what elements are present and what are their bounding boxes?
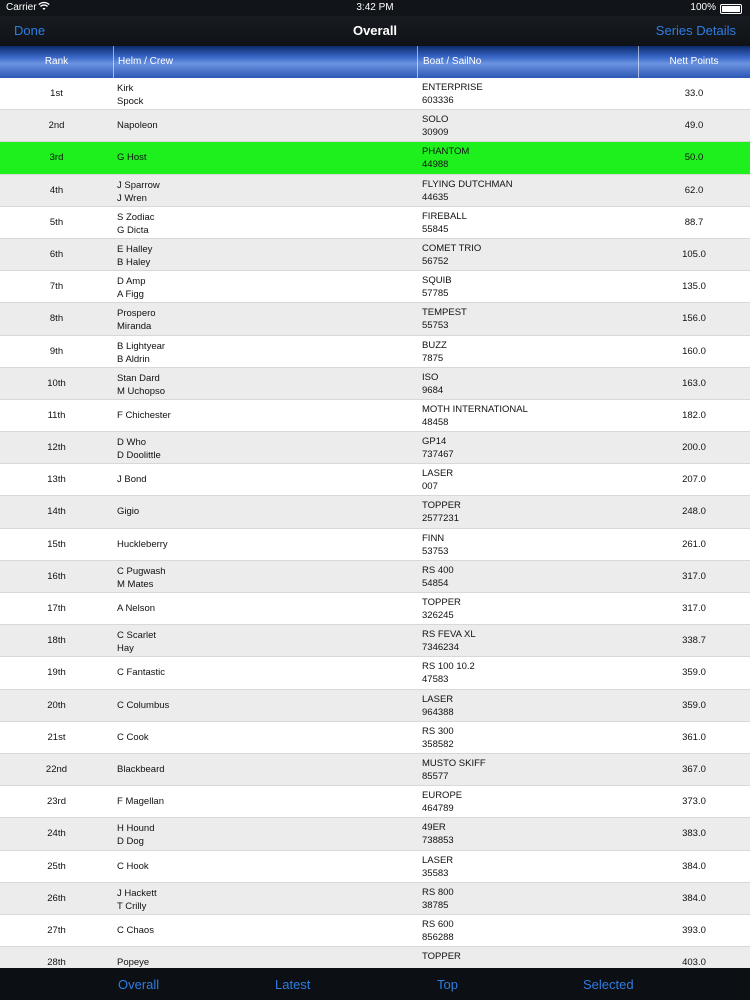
nett-points-cell: 160.0 xyxy=(682,345,706,357)
rank-cell: 15th xyxy=(47,538,66,550)
sail-number: 47583 xyxy=(422,674,449,686)
boat-class: BUZZ xyxy=(422,339,447,351)
helm-crew-cell xyxy=(117,851,149,883)
helm-name: C Scarlet xyxy=(117,630,157,642)
rank-cell: 12th xyxy=(47,442,66,454)
sail-number: 30909 xyxy=(422,127,449,139)
boat-sailno-cell xyxy=(422,210,467,236)
boat-class: SQUIB xyxy=(422,275,452,287)
helm-crew-cell xyxy=(117,690,169,722)
nett-points-cell: 361.0 xyxy=(682,731,706,743)
boat-class: SOLO xyxy=(422,114,449,126)
rank-cell: 23rd xyxy=(46,796,66,808)
helm-name: E Halley xyxy=(117,243,153,255)
rank-column-header[interactable]: Rank xyxy=(44,56,69,67)
helm-crew-cell xyxy=(117,307,156,333)
helm-name: C Hook xyxy=(117,860,149,872)
table-row[interactable] xyxy=(0,722,750,754)
rank-cell: 6th xyxy=(49,248,64,260)
helm-crew-cell xyxy=(117,464,147,496)
helm-name: F Magellan xyxy=(117,796,164,808)
nett-points-cell: 33.0 xyxy=(684,88,704,99)
rank-cell: 2nd xyxy=(48,120,65,132)
table-row[interactable] xyxy=(0,400,750,432)
nett-points-cell: 317.0 xyxy=(682,603,706,614)
boat-sailno-cell xyxy=(422,660,475,686)
boat-class: ENTERPRISE xyxy=(422,82,483,93)
nett-points-cell: 383.0 xyxy=(682,828,706,840)
table-row[interactable] xyxy=(0,915,750,947)
table-row[interactable] xyxy=(0,883,750,915)
sail-number: 737467 xyxy=(422,449,454,461)
boat-sailno-cell xyxy=(422,306,467,332)
boat-sailno-cell xyxy=(422,950,461,963)
boat-sailno-cell xyxy=(422,725,454,751)
rank-cell: 24th xyxy=(47,828,66,840)
nett-points-cell: 393.0 xyxy=(682,924,706,936)
page-title: Overall xyxy=(352,23,398,38)
nett-points-cell: 403.0 xyxy=(682,957,706,968)
boat-class: MUSTO SKIFF xyxy=(422,757,486,769)
helm-name: S Zodiac xyxy=(117,211,155,223)
sail-number: 856288 xyxy=(422,931,454,943)
nett-points-cell: 163.0 xyxy=(682,377,706,389)
boat-class: ISO xyxy=(422,371,439,383)
sail-number: 9684 xyxy=(422,384,444,396)
tab-latest[interactable]: Latest xyxy=(275,977,311,992)
boat-class: RS 400 xyxy=(422,564,454,576)
helm-crew-cell xyxy=(117,822,155,848)
table-row[interactable] xyxy=(0,432,750,464)
crew-name: G Dicta xyxy=(117,224,149,236)
clock: 3:42 PM xyxy=(356,2,394,13)
crew-name: B Aldrin xyxy=(117,353,150,365)
helm-crew-cell xyxy=(117,496,139,528)
helm-name: J Bond xyxy=(117,474,147,486)
boat-sailno-cell xyxy=(422,789,462,815)
table-row[interactable] xyxy=(0,110,750,142)
nett-points-cell: 248.0 xyxy=(682,506,706,518)
helm-crew-cell xyxy=(117,593,155,625)
crew-name: Spock xyxy=(117,96,144,107)
boat-sailno-cell xyxy=(422,499,461,525)
rank-cell: 26th xyxy=(47,892,66,904)
boat-class: RS 800 xyxy=(422,886,454,898)
table-row[interactable] xyxy=(0,690,750,722)
tab-selected[interactable]: Selected xyxy=(583,977,634,992)
nett-points-column-header[interactable]: Nett Points xyxy=(669,56,719,67)
battery-icon xyxy=(720,4,742,14)
boat-sailno-cell xyxy=(422,821,454,847)
sail-number: 964388 xyxy=(422,706,454,718)
boat-class: RS 100 10.2 xyxy=(422,661,475,673)
helm-crew-cell xyxy=(117,179,160,205)
table-row[interactable] xyxy=(0,496,750,528)
boat-sailno-cell xyxy=(422,145,469,171)
table-row[interactable] xyxy=(0,754,750,786)
nett-points-cell: 62.0 xyxy=(684,184,704,196)
rank-cell: 21st xyxy=(47,731,66,743)
sail-number: 7346234 xyxy=(422,642,459,654)
boat-sailno-cell xyxy=(422,339,447,365)
series-details-button[interactable]: Series Details xyxy=(655,23,736,38)
results-table xyxy=(0,78,750,968)
rank-cell: 27th xyxy=(47,924,66,936)
table-row[interactable] xyxy=(0,142,750,174)
helm-name: C Pugwash xyxy=(117,565,166,577)
boat-class: MOTH INTERNATIONAL xyxy=(422,403,528,415)
helm-name: Gigio xyxy=(117,506,140,518)
rank-cell: 9th xyxy=(49,345,64,357)
nett-points-cell: 359.0 xyxy=(682,667,706,679)
sail-number: 56752 xyxy=(422,255,449,267)
boat-sailno-cell xyxy=(422,886,454,912)
boat-class: 49ER xyxy=(422,822,446,834)
helm-name: C Cook xyxy=(117,731,149,743)
rank-cell: 3rd xyxy=(49,152,64,164)
boat-sailno-cell xyxy=(422,467,453,493)
nett-points-cell: 359.0 xyxy=(682,699,706,711)
table-row[interactable] xyxy=(0,561,750,593)
helm-crew-cell xyxy=(117,947,149,968)
table-row[interactable] xyxy=(0,786,750,818)
helm-crew-cell xyxy=(117,243,152,269)
nett-points-cell: 156.0 xyxy=(682,313,706,325)
table-row[interactable] xyxy=(0,175,750,207)
rank-cell: 19th xyxy=(47,667,66,679)
nett-points-cell: 261.0 xyxy=(682,538,706,550)
boat-class: LASER xyxy=(422,693,454,705)
sail-number: 85577 xyxy=(422,770,449,782)
sail-number: 464789 xyxy=(422,803,454,815)
table-row[interactable] xyxy=(0,657,750,689)
sail-number: 603336 xyxy=(422,95,454,106)
boat-class: FLYING DUTCHMAN xyxy=(422,178,513,190)
crew-name: M Uchopso xyxy=(117,385,166,397)
rank-cell: 1st xyxy=(50,88,63,99)
sail-number: 44635 xyxy=(422,191,449,203)
table-row[interactable] xyxy=(0,239,750,271)
done-button[interactable]: Done xyxy=(14,23,46,38)
boat-sailno-cell xyxy=(422,628,476,654)
sail-number: 55753 xyxy=(422,320,449,332)
table-row[interactable] xyxy=(0,625,750,657)
boat-class: RS FEVA XL xyxy=(422,629,476,641)
nett-points-cell: 338.7 xyxy=(682,635,706,647)
boat-class: GP14 xyxy=(422,436,447,448)
sail-number: 738853 xyxy=(422,835,454,847)
table-row[interactable] xyxy=(0,78,750,110)
crew-name: Hay xyxy=(117,643,134,655)
boat-sailno-cell xyxy=(422,178,513,204)
rank-cell: 10th xyxy=(47,377,66,389)
helm-crew-cell xyxy=(117,142,147,174)
helm-name: J Hackett xyxy=(117,887,157,899)
table-row[interactable] xyxy=(0,303,750,335)
rank-cell: 25th xyxy=(47,860,66,872)
nett-points-cell: 135.0 xyxy=(682,281,706,293)
helm-name: A Nelson xyxy=(117,603,156,614)
sail-number: 53753 xyxy=(422,545,449,557)
boat-class: EUROPE xyxy=(422,790,463,802)
sail-number: 54854 xyxy=(422,577,449,589)
helm-crew-cell xyxy=(117,887,157,913)
crew-name: A Figg xyxy=(117,289,144,301)
sail-number: 326245 xyxy=(422,610,454,621)
navigation-bar xyxy=(0,16,750,46)
nett-points-cell: 50.0 xyxy=(684,152,704,164)
nett-points-cell: 207.0 xyxy=(682,474,706,486)
crew-name: B Haley xyxy=(117,256,151,268)
boat-sailno-cell xyxy=(422,371,443,397)
nett-points-cell: 49.0 xyxy=(684,120,704,132)
table-row[interactable] xyxy=(0,851,750,883)
nett-points-cell: 384.0 xyxy=(682,892,706,904)
helm-name: Huckleberry xyxy=(117,538,168,550)
rank-cell: 20th xyxy=(47,699,66,711)
crew-name: T Crilly xyxy=(117,900,147,912)
helm-name: C Fantastic xyxy=(117,667,166,679)
helm-name: G Host xyxy=(117,152,147,164)
carrier-label: Carrier xyxy=(6,2,37,13)
boat-class: FIREBALL xyxy=(422,210,467,222)
rank-cell: 5th xyxy=(49,216,64,228)
helm-crew-cell xyxy=(117,110,158,142)
crew-name: D Doolittle xyxy=(117,450,161,462)
table-row[interactable] xyxy=(0,464,750,496)
boat-class: RS 600 xyxy=(422,918,454,930)
helm-crew-cell xyxy=(117,657,165,689)
sail-number: 57785 xyxy=(422,288,449,300)
rank-cell: 22nd xyxy=(45,763,68,775)
helm-name: Blackbeard xyxy=(117,763,165,775)
helm-crew-cell xyxy=(117,340,165,366)
sail-number: 44988 xyxy=(422,159,449,171)
helm-name: Napoleon xyxy=(117,120,158,132)
helm-name: D Who xyxy=(117,437,147,449)
boat-sailno-cell xyxy=(422,242,481,268)
boat-class: FINN xyxy=(422,532,445,544)
helm-crew-cell xyxy=(117,565,166,591)
helm-crew-cell xyxy=(117,915,154,947)
nett-points-cell: 200.0 xyxy=(682,442,706,454)
helm-name: D Amp xyxy=(117,276,146,288)
helm-crew-cell xyxy=(117,529,168,561)
boat-sailno-cell xyxy=(422,113,448,139)
boat-class: LASER xyxy=(422,468,454,480)
helm-name: B Lightyear xyxy=(117,340,166,352)
sail-number: 38785 xyxy=(422,899,449,911)
helm-name: Prospero xyxy=(117,308,156,320)
helm-crew-cell xyxy=(117,400,171,432)
table-row[interactable] xyxy=(0,593,750,625)
table-row[interactable] xyxy=(0,271,750,303)
helm-name: H Hound xyxy=(117,823,155,835)
helm-name: Stan Dard xyxy=(117,372,160,384)
boat-class: COMET TRIO xyxy=(422,242,482,254)
sail-number: 48458 xyxy=(422,416,449,428)
table-row[interactable] xyxy=(0,529,750,561)
table-row[interactable] xyxy=(0,947,750,968)
sail-number: 55845 xyxy=(422,223,449,235)
column-divider xyxy=(113,46,114,78)
helm-name: J Sparrow xyxy=(117,179,160,191)
boat-sailno-cell xyxy=(422,693,454,719)
nett-points-cell: 367.0 xyxy=(682,763,706,775)
helm-crew-cell xyxy=(117,629,156,655)
helm-crew-cell xyxy=(117,372,165,398)
helm-column-header[interactable]: Helm / Crew xyxy=(118,56,174,67)
sail-number: 2577231 xyxy=(422,513,459,525)
sail-number: 35583 xyxy=(422,867,449,879)
helm-crew-cell xyxy=(117,275,146,301)
rank-cell: 18th xyxy=(47,635,66,647)
nett-points-cell: 373.0 xyxy=(682,796,706,808)
rank-cell: 7th xyxy=(49,281,64,293)
tab-overall[interactable]: Overall xyxy=(118,977,160,992)
rank-cell: 8th xyxy=(49,313,64,325)
helm-name: Popeye xyxy=(117,957,150,968)
rank-cell: 13th xyxy=(47,474,66,486)
rank-cell: 28th xyxy=(47,957,66,968)
helm-crew-cell xyxy=(117,722,149,754)
boat-class: LASER xyxy=(422,854,454,866)
boat-sailno-cell xyxy=(422,532,448,558)
nett-points-cell: 182.0 xyxy=(682,409,706,421)
boat-sailno-cell xyxy=(422,918,454,944)
helm-crew-cell xyxy=(117,786,164,818)
helm-name: C Chaos xyxy=(117,924,154,936)
tab-bar xyxy=(0,968,750,1000)
helm-crew-cell xyxy=(117,754,165,786)
boat-class: TOPPER xyxy=(422,500,461,512)
table-row[interactable] xyxy=(0,336,750,368)
boat-sailno-cell xyxy=(422,435,454,461)
helm-name: C Columbus xyxy=(117,699,170,711)
boat-class: RS 300 xyxy=(422,725,454,737)
nett-points-cell: 88.7 xyxy=(684,216,704,228)
tab-top[interactable]: Top xyxy=(437,977,458,992)
column-divider xyxy=(417,46,418,78)
table-row[interactable] xyxy=(0,207,750,239)
helm-crew-cell xyxy=(117,211,155,237)
helm-crew-cell xyxy=(117,82,143,108)
crew-name: J Wren xyxy=(117,192,147,204)
rank-cell: 4th xyxy=(49,184,64,196)
crew-name: D Dog xyxy=(117,836,144,848)
nett-points-cell: 317.0 xyxy=(682,570,706,582)
sail-number: 007 xyxy=(422,481,438,493)
rank-cell: 16th xyxy=(47,570,66,582)
boat-sailno-cell xyxy=(422,403,528,429)
boat-sailno-cell xyxy=(422,854,453,880)
nett-points-cell: 105.0 xyxy=(682,248,706,260)
helm-crew-cell xyxy=(117,436,161,462)
boat-class: PHANTOM xyxy=(422,146,470,158)
crew-name: M Mates xyxy=(117,578,154,590)
sail-number: 358582 xyxy=(422,738,454,750)
status-bar xyxy=(0,0,750,16)
boat-class: TOPPER xyxy=(422,597,461,608)
boat-sailno-cell xyxy=(422,274,452,300)
boat-sailno-cell xyxy=(422,757,486,783)
table-header xyxy=(0,46,750,78)
sail-number: 7875 xyxy=(422,352,444,364)
boat-sailno-cell xyxy=(422,596,461,622)
table-row[interactable] xyxy=(0,818,750,850)
nett-points-cell: 384.0 xyxy=(682,860,706,872)
boat-class: TOPPER xyxy=(422,951,461,963)
battery-percent: 100% xyxy=(690,2,716,13)
boat-column-header[interactable]: Boat / SailNo xyxy=(423,56,482,67)
boat-class: TEMPEST xyxy=(422,307,467,319)
rank-cell: 17th xyxy=(47,603,66,614)
rank-cell: 14th xyxy=(47,506,66,518)
crew-name: Miranda xyxy=(117,321,152,333)
boat-sailno-cell xyxy=(422,564,454,590)
helm-name: Kirk xyxy=(117,83,134,94)
rank-cell: 11th xyxy=(47,409,66,421)
table-row[interactable] xyxy=(0,368,750,400)
helm-name: F Chichester xyxy=(117,409,171,421)
boat-sailno-cell xyxy=(422,81,483,107)
